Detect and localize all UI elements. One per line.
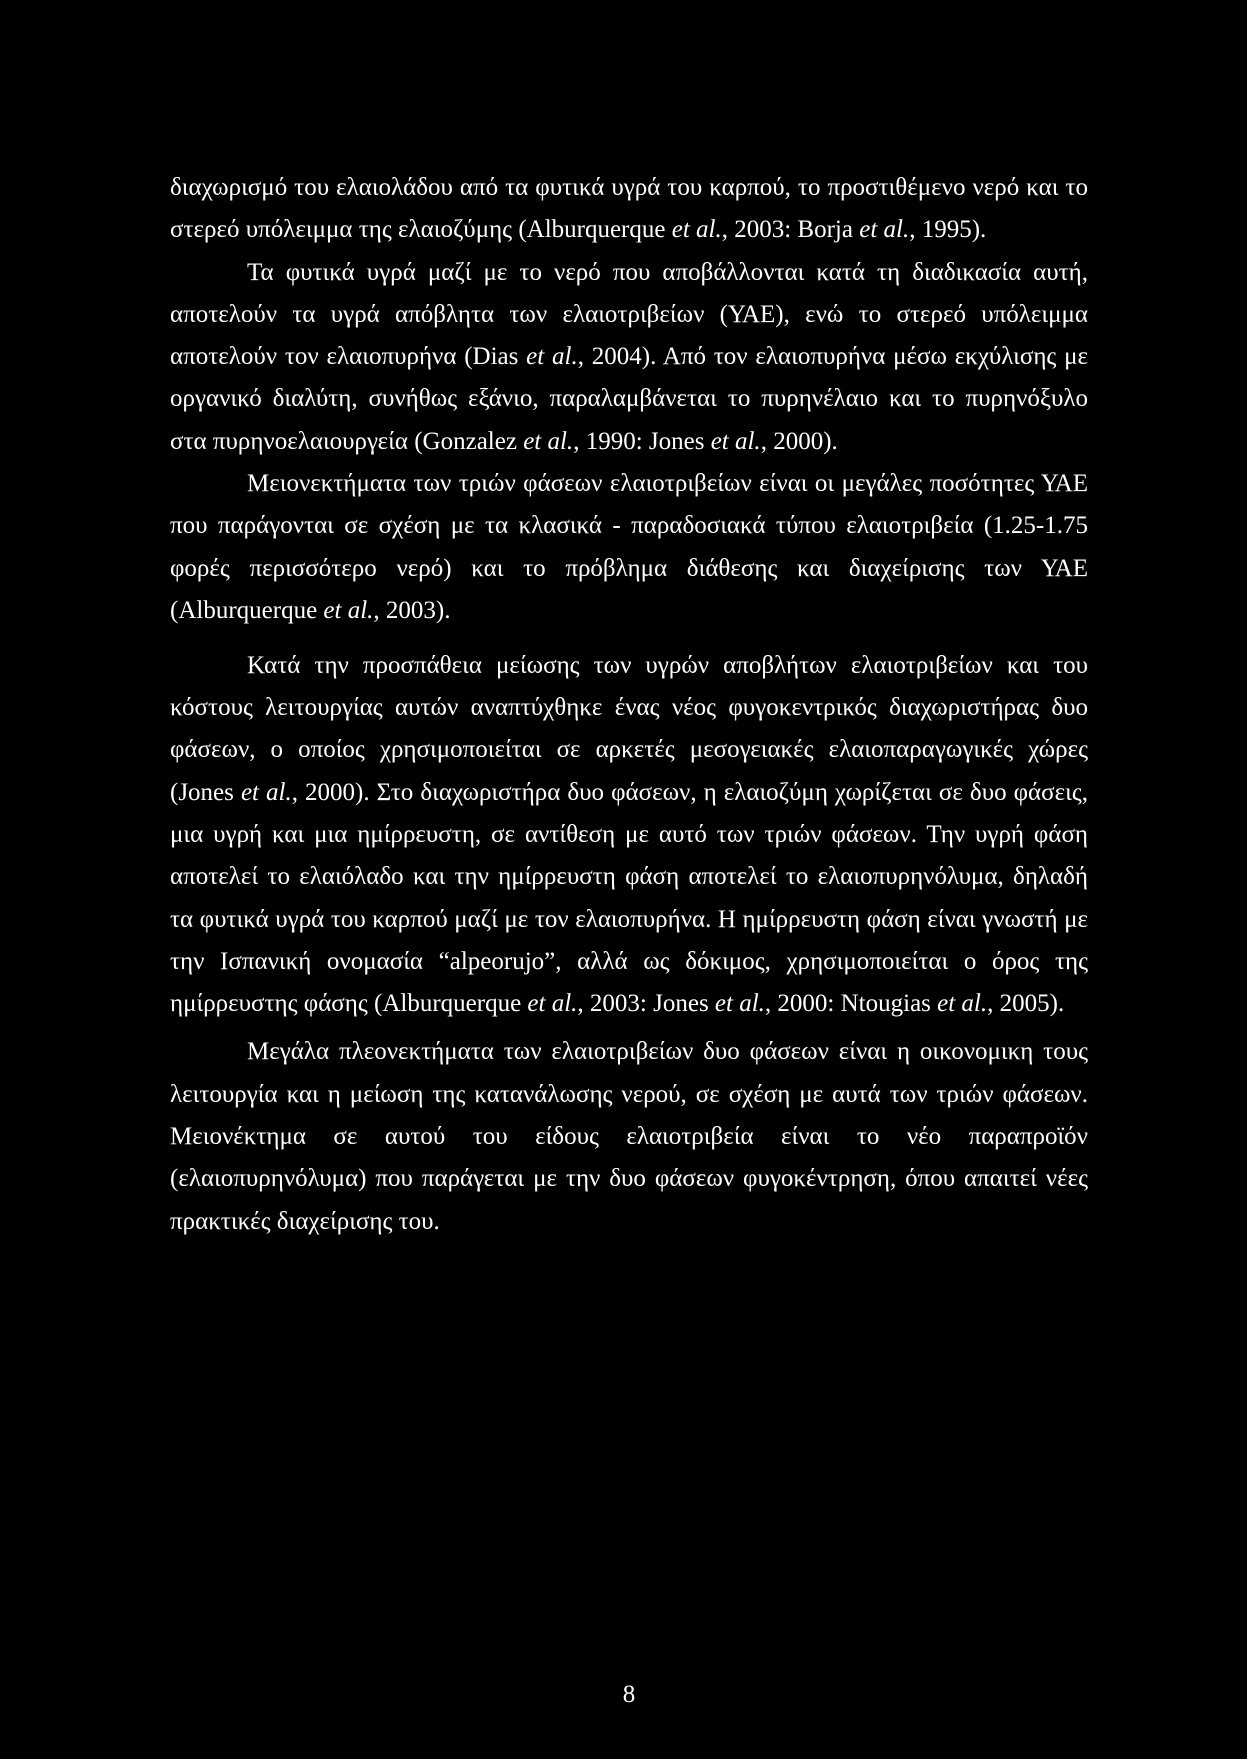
- line-text: [247, 259, 1088, 286]
- text-run: αποτελούν τον ελαιοπυρήνα (Dias: [170, 343, 527, 371]
- line-text: [247, 1038, 1088, 1065]
- citation-et-al: et al.: [937, 990, 988, 1018]
- line-text: [170, 906, 1088, 933]
- text-run: , 1995).: [909, 216, 987, 244]
- text-line: [170, 983, 1088, 1025]
- text-run: φάσεων, ο οποίος χρησιμοποιείται σε αρκετές μεσογειακές ελαιοπαραγωγικές χώρες: [170, 736, 1088, 764]
- line-text: [170, 343, 1088, 370]
- line-text: [170, 990, 1064, 1017]
- text-line: [170, 590, 1088, 632]
- text-run: , 2000).: [760, 427, 838, 455]
- citation-et-al: et al.: [323, 596, 374, 624]
- line-text: [170, 1208, 440, 1235]
- line-text: [170, 555, 1088, 582]
- line-text: [170, 301, 1088, 328]
- line-text: [170, 948, 1088, 975]
- line-text: [170, 1165, 1088, 1192]
- text-line: [170, 378, 1088, 420]
- text-run: , 1990: Jones: [573, 427, 711, 455]
- text-run: Τα φυτικά υγρά μαζί με το νερό που αποβάλλονται κατά τη διαδικασία αυτή,: [247, 258, 1088, 286]
- line-text: [247, 652, 1088, 679]
- text-run: αποτελεί το ελαιόλαδο και την ημίρρευστη φάση αποτελεί το ελαιοπυρηνόλυμα, δηλαδή: [170, 863, 1088, 891]
- text-run: πρακτικές διαχείρισης του.: [170, 1207, 440, 1235]
- line-text: [170, 216, 986, 243]
- text-run: λειτουργία και η μείωση της κατανάλωσης νερού, σε σχέση με αυτά των τριών φάσεων.: [170, 1080, 1088, 1108]
- text-run: , 2000). Στο διαχωριστήρα δυο φάσεων, η ελαιοζύμη χωρίζεται σε δυο φάσεις,: [291, 778, 1088, 806]
- citation-et-al: et al.: [240, 778, 292, 806]
- line-text: [170, 428, 838, 455]
- text-run: (Jones: [170, 778, 241, 806]
- citation-et-al: et al.: [710, 427, 761, 455]
- paragraph-continued: [170, 167, 1088, 252]
- text-run: , 2000: Ntougias: [764, 990, 938, 1018]
- text-line: [170, 294, 1088, 336]
- text-run: (Alburquerque: [170, 596, 324, 624]
- text-run: τα φυτικά υγρά του καρπού μαζί με τον ελαιοπυρήνα. Η ημίρρευστη φάση είναι γνωστή με: [170, 905, 1088, 933]
- text-line: [170, 209, 1088, 251]
- line-text: [170, 779, 1088, 806]
- line-text: [170, 597, 451, 624]
- text-line: [170, 167, 1088, 209]
- citation-et-al: et al.: [523, 427, 574, 455]
- text-line: [170, 814, 1088, 856]
- text-run: Κατά την προσπάθεια μείωσης των υγρών αποβλήτων ελαιοτριβείων και του: [247, 651, 1088, 679]
- text-run: Μεγάλα πλεονεκτήματα των ελαιοτριβείων δυο φάσεων είναι η οικονομικη τους: [247, 1038, 1088, 1066]
- text-run: Μειονεκτήματα των τριών φάσεων ελαιοτριβείων είναι οι μεγάλες ποσότητες ΥΑΕ: [247, 470, 1088, 498]
- page-number: 8: [622, 1681, 636, 1708]
- text-run: , 2003: Jones: [577, 990, 715, 1018]
- text-run: την Ισπανική ονομασία “alpeorujo”, αλλά ως δόκιμος, χρησιμοποιείται ο όρος της: [170, 947, 1088, 975]
- citation-et-al: et al.: [527, 990, 578, 1018]
- text-line: [170, 941, 1088, 983]
- text-run: κόστους λειτουργίας αυτών αναπτύχθηκε ένας νέος φυγοκεντρικός διαχωριστήρας δυο: [170, 694, 1088, 722]
- text-run: στα πυρηνοελαιουργεία (Gonzalez: [170, 427, 524, 455]
- text-run: , 2004). Από τον ελαιοπυρήνα μέσω εκχύλισης με: [577, 343, 1088, 371]
- text-line: [170, 687, 1088, 729]
- citation-et-al: et al.: [526, 343, 578, 371]
- line-text: [247, 470, 1088, 497]
- text-run: φορές περισσότερο νερό) και το πρόβλημα διάθεσης και διαχείρισης των ΥΑΕ: [170, 554, 1088, 582]
- text-run: μια υγρή και μια ημίρρευστη, σε αντίθεση με αυτό των τριών φάσεων. Την υγρή φάση: [170, 820, 1088, 848]
- text-run: στερεό υπόλειμμα της ελαιοζύμης (Alburquerque: [170, 216, 672, 244]
- text-line: [170, 505, 1088, 547]
- line-text: [170, 174, 1088, 201]
- text-run: διαχωρισμό του ελαιολάδου από τα φυτικά υγρά του καρπού, το προστιθέμενο νερό και το: [170, 174, 1088, 201]
- line-text: [170, 863, 1088, 890]
- line-text: [170, 512, 1088, 539]
- text-run: ημίρρευστης φάσης (Alburquerque: [170, 990, 528, 1018]
- text-line: [247, 252, 1088, 294]
- text-line: [170, 1201, 1088, 1243]
- text-line: [170, 772, 1088, 814]
- text-line: [170, 336, 1088, 378]
- text-line: [247, 463, 1088, 505]
- text-run: , 2003: Borja: [721, 216, 860, 244]
- text-line: [170, 729, 1088, 771]
- text-line: [170, 548, 1088, 590]
- line-text: [170, 1081, 1088, 1108]
- paragraph: [170, 1031, 1088, 1242]
- text-line: [170, 1074, 1088, 1116]
- text-run: Μειονέκτημα σε αυτού του είδους ελαιοτριβεία είναι το νέο παραπροϊόν: [170, 1123, 1088, 1151]
- text-run: (ελαιοπυρηνόλυμα) που παράγεται με την δυο φάσεων φυγοκέντρηση, όπου απαιτεί νέες: [170, 1165, 1088, 1193]
- text-run: , 2003).: [373, 596, 451, 624]
- text-line: [170, 1116, 1088, 1158]
- citation-et-al: et al.: [671, 216, 722, 244]
- citation-et-al: et al.: [714, 990, 765, 1018]
- paragraph: [170, 645, 1088, 1026]
- line-text: [170, 385, 1088, 412]
- line-text: [170, 736, 1088, 763]
- paragraph: [170, 252, 1088, 463]
- text-line: [170, 899, 1088, 941]
- text-line: [247, 1031, 1088, 1073]
- text-line: [170, 856, 1088, 898]
- body-text: [170, 167, 1088, 1243]
- text-run: οργανικό διαλύτη, συνήθως εξάνιο, παραλαμβάνεται το πυρηνέλαιο και το πυρηνόξυλο: [170, 385, 1088, 413]
- line-text: [170, 821, 1088, 848]
- line-text: [170, 694, 1088, 721]
- text-line: [170, 421, 1088, 463]
- text-line: [247, 645, 1088, 687]
- citation-et-al: et al.: [859, 216, 910, 244]
- paragraph: [170, 463, 1088, 632]
- line-text: [170, 1123, 1088, 1150]
- text-run: που παράγονται σε σχέση με τα κλασικά - παραδοσιακά τύπου ελαιοτριβεία (1.25-1.75: [170, 512, 1088, 540]
- text-line: [170, 1158, 1088, 1200]
- text-run: αποτελούν τα υγρά απόβλητα των ελαιοτριβείων (ΥΑΕ), ενώ το στερεό υπόλειμμα: [170, 300, 1088, 328]
- text-run: , 2005).: [987, 990, 1065, 1018]
